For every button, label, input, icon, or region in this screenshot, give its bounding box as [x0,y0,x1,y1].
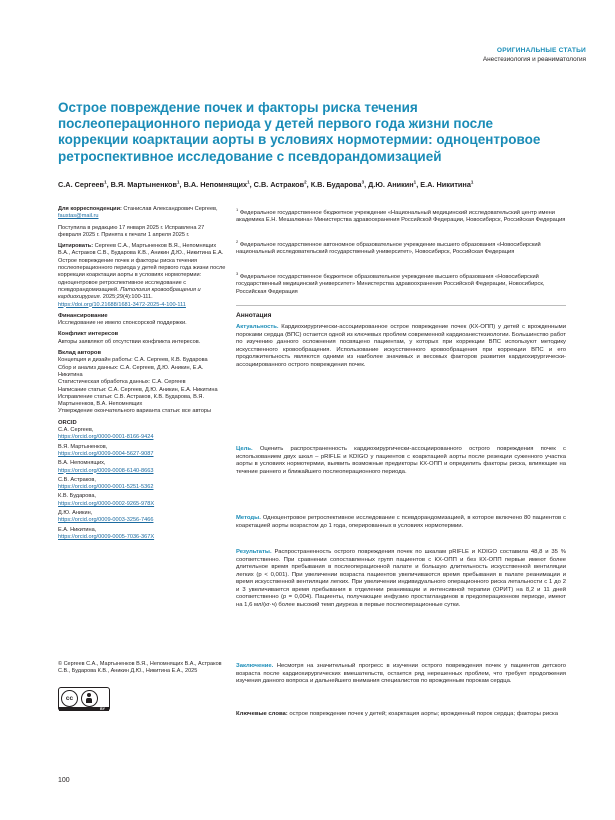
author: Д.Ю. Аникин$^1$, [368,180,421,190]
orcid-heading: ORCID [58,419,77,426]
author: В.А. Непомнящих$^1$, [183,180,254,190]
orcid-author: С.В. Астраков, [58,476,96,483]
author: Е.А. Никитина$^1$ [420,180,474,190]
author-list [58,180,578,189]
coi-text: Авторы заявляют об отсутствии конфликта интересов. [58,338,201,345]
affiliation: $^3$ Федеральное государственное бюджетное образовательное учреждение высшего образования «Новосибирский государственный медицинский университет» Министерства здравоохранения Российской Федерации, Новосибирск, Российская Федерация [236,271,545,295]
dates: Поступила в редакцию 17 января 2025 г. Исправлена 27 февраля 2025 г. Принята к печати 1 апреля 2025 г. [58,224,205,238]
orcid-link[interactable]: https://orcid.org/0009-0004-5627-9087 [58,450,154,457]
abstract-heading: Аннотация [236,312,272,319]
email-link[interactable]: faustas@mail.ru [58,213,99,220]
orcid-author: В.А. Непомнящих, [58,460,106,467]
contrib-text: Концепция и дизайн работы: С.А. Сергеев, К.В. Бударова Сбор и анализ данных: С.А. Сергеев, Д.Ю. Аникин, Е.А. Никитина Статистическая обработка данных: С.А. Сергеев Написание статьи: С.А. Сергеев, Д.Ю. Аникин, Е.А. Никитина Исправление статьи: С.В. Астраков, К.В. Бударова, В.Я. Мартыненков, В.А. Непомнящих Утверждение окончательного варианта статьи: все авторы [58,357,218,415]
orcid-link[interactable]: https://orcid.org/0000-0002-9265-978X [58,500,155,507]
orcid-author: Е.А. Никитина, [58,526,97,533]
orcid-link[interactable]: https://orcid.org/0009-0008-6140-8663 [58,467,154,474]
author: В.Я. Мартыненков$^1$, [110,180,184,190]
author: К.В. Бударова$^3$, [310,180,369,190]
divider [236,305,566,306]
cc-icon: cc [61,690,78,707]
orcid-link[interactable]: https://orcid.org/0000-0001-5251-5362 [58,484,154,491]
coi-heading: Конфликт интересов [58,331,119,338]
doi-link[interactable]: https://doi.org/10.21688/1681-3472-2025-4-100-111 [58,301,186,308]
orcid-link[interactable]: https://orcid.org/0009-0003-3256-7466 [58,517,154,524]
correspondence: Для корреспонденции: Станислав Александрович Сергеев, faustas@mail.ru [58,206,218,220]
orcid-author: К.В. Бударова, [58,493,96,500]
abstract-results: Результаты. Распространенность острого повреждения почек по шкалам pRIFLE и KDIGO составила 48,8 и 35 % соответственно. При сравнении сопоставленных групп пациентов с КХ-ОПП и без КХ-ОПП первые имеют более длительное время пребывания в послеоперационной палате и большую длительность искусственной вентиляции легких (p < 0,001). При увеличении возраста пациентов увеличиваются время пребывания в палате реанимации и время искусственной вентиляции легких. При увеличении индивидуального операционного риска летальности с 1 до 2 и 3 увеличивается время пребывания в отделении реанимации и интенсивной терапии (ОРИТ) на 8,2 и 11 дней соответственно (p = 0,004). Пациенты, получающие инфузию простагландинов в предоперационном периоде, имеют на 1,6 мл/(кг·ч) более высокий темп диуреза в первые послеоперационные сутки. [236,549,566,608]
orcid-link[interactable]: https://orcid.org/0000-0001-8166-9424 [58,434,154,441]
abstract-relevance: Актуальность. Кардиохирургически-ассоциированное острое повреждение почек (КХ-ОПП) у детей с врожденными пороками сердца (ВПС) остается одной из ключевых проблем современной кардиоанестезиологии. Большинство работ по изучению данного осложнения посвящено пациентам, у которых при коррекции ВПС используют методику искусственного кровообращения. Использование искусственного кровообращения при коррекции ВПС и его продолжительность являются одними из наиболее значимых и весомых факторов развития кардиохирургически-ассоциированного острого повреждения почек. [236,324,566,368]
funding-text: Исследование не имело спонсорской поддержки. [58,320,187,327]
article-info-column [58,206,228,543]
running-header [483,47,586,64]
orcid-author: В.Я. Мартыненков, [58,443,108,450]
author: С.А. Сергеев$^1$, [58,180,111,190]
affiliation: $^2$ Федеральное государственное автономное образовательное учреждение высшего образования «Новосибирский национальный исследовательский государственный университет», Новосибирск, Российская Федерация [236,239,541,256]
by-label: BY [59,707,109,711]
orcid-author: С.А. Сергеев, [58,427,94,434]
funding-heading: Финансирование [58,312,108,319]
contrib-heading: Вклад авторов [58,350,102,357]
affiliation: $^1$ Федеральное государственное бюджетное учреждение «Национальный медицинский исследовательский центр имени академика Е.Н. Мешалкина» Министерства здравоохранения Российской Федерации, Новосибирск, Российская Федерация [236,207,566,224]
copyright-notice: © Сергеев С.А., Мартыненков В.Я., Непомнящих В.А., Астраков С.В., Бударова К.В., Аникин Д.Ю., Никитина Е.А., 2025 [58,661,222,675]
journal-name: Анестезиология и реаниматология [482,55,586,63]
keywords: Ключевые слова: острое повреждение почек у детей; коарктация аорты; врожденный порок сердца; факторы риска [236,711,559,717]
author: С.В. Астраков$^2$, [253,180,311,190]
abstract-methods: Методы. Одноцентровое ретроспективное исследование с псевдорандомизацией, в которое включено 80 пациентов с коарктацией аорты возрастом до 1 года, оперированных в условиях нормотермии. [236,515,566,529]
attribution-icon [81,690,98,707]
citation: Цитировать: Сергеев С.А., Мартыненков В.Я., Непомнящих В.А., Астраков С.В., Бударова К.В., Аникин Д.Ю., Никитина Е.А. Острое повреждение почек и факторы риска течения послеоперационного периода у детей первого года жизни после коррекции коарктации аорты в условиях нормотермии: одноцентровое ретроспективное исследование с псевдорандомизацией. Патология кровообращения и кардиохирургия. 2025;29(4):100-111. https://doi.org/10.21688/1681-3472-2025-4-100-111 [58,243,226,308]
orcid-link[interactable]: https://orcid.org/0009-0005-7036-367X [58,533,155,540]
orcid-author: Д.Ю. Аникин, [58,509,93,516]
abstract-conclusion: Заключение. Несмотря на значительный прогресс в изучении острого повреждения почек у пациентов детского возраста после кардиохирургических вмешательств, остается ряд нерешенных проблем, что требует продолжения изучения данного вопроса и дальнейшего внимания специалистов по врожденным порокам сердца. [236,663,566,685]
page-number: 100 [58,777,70,784]
section-label: ОРИГИНАЛЬНЫЕ СТАТЬИ [496,47,586,54]
article-title: Острое повреждение почек и факторы риска течения послеоперационного периода у детей первого года жизни после коррекции коарктации аорты в условиях нормотермии: одноцентровое ретроспективное исследование с псевдорандомизацией [58,100,541,164]
abstract-aim: Цель. Оценить распространенность кардиохирургически-ассоциированного острого повреждения почек с использованием двух шкал – pRIFLE и KDIGO у пациентов с коарктацией аорты после резекции суженного участка аорты в условиях нормотермии, выявить возможные предикторы КХ-ОПП и определить факторы риска, влияющие на течение раннего и ближайшего послеоперационного периода. [236,446,566,475]
cc-by-license-icon [58,687,110,711]
